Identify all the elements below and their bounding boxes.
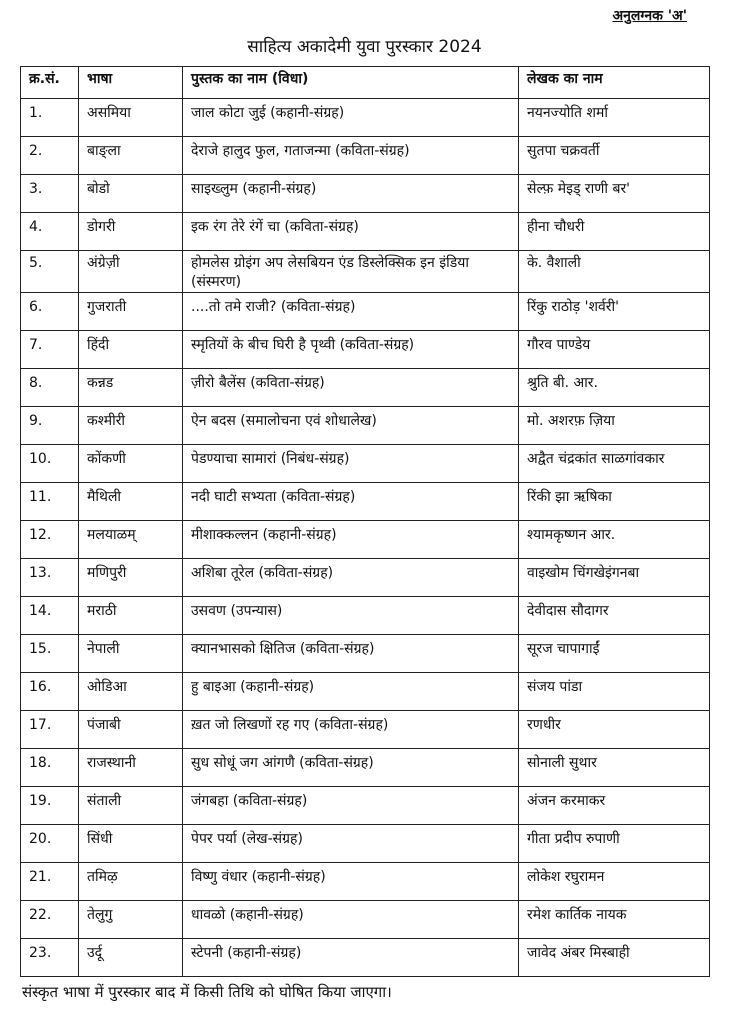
serial-number-cell: 22. — [21, 901, 79, 939]
serial-number-cell: 10. — [21, 445, 79, 483]
table-row — [21, 137, 710, 175]
language-cell: कश्मीरी — [79, 407, 183, 445]
serial-number-cell: 1. — [21, 99, 79, 137]
header-serial-number: क्र.सं. — [21, 67, 79, 99]
header-book-title: पुस्तक का नाम (विधा) — [183, 67, 519, 99]
language-cell: उर्दू — [79, 939, 183, 977]
language-cell: तमिऴ — [79, 863, 183, 901]
header-author-name: लेखक का नाम — [519, 67, 710, 99]
book-title-cell: उसवण (उपन्यास) — [183, 597, 519, 635]
table-row — [21, 749, 710, 787]
book-title-cell: सुध सोधूं जग आंगणै (कविता-संग्रह) — [183, 749, 519, 787]
book-title-cell: क्यानभासको क्षितिज (कविता-संग्रह) — [183, 635, 519, 673]
book-title-cell: होमलेस ग्रोइंग अप लेसबियन एंड डिस्लेक्सिक इन इंडिया (संस्मरण) — [183, 251, 519, 293]
table-row — [21, 711, 710, 749]
book-title-cell: ऐन बदस (समालोचना एवं शोधालेख) — [183, 407, 519, 445]
language-cell: मणिपुरी — [79, 559, 183, 597]
book-title-cell: नदी घाटी सभ्यता (कविता-संग्रह) — [183, 483, 519, 521]
author-name-cell: जावेद अंबर मिस्बाही — [519, 939, 710, 977]
author-name-cell: रणधीर — [519, 711, 710, 749]
language-cell: असमिया — [79, 99, 183, 137]
language-cell: ओडिआ — [79, 673, 183, 711]
serial-number-cell: 3. — [21, 175, 79, 213]
book-title-cell: ज़ीरो बैलेंस (कविता-संग्रह) — [183, 369, 519, 407]
table-row — [21, 369, 710, 407]
author-name-cell: अंजन करमाकर — [519, 787, 710, 825]
table-row — [21, 483, 710, 521]
serial-number-cell: 8. — [21, 369, 79, 407]
document-title: साहित्य अकादेमी युवा पुरस्कार 2024 — [247, 37, 482, 57]
footnote: संस्कृत भाषा में पुरस्कार बाद में किसी तिथि को घोषित किया जाएगा। — [22, 983, 392, 1001]
author-name-cell: हीना चौधरी — [519, 213, 710, 251]
serial-number-cell: 16. — [21, 673, 79, 711]
book-title-cell: स्टेपनी (कहानी-संग्रह) — [183, 939, 519, 977]
book-title-cell: अशिबा तूरेल (कविता-संग्रह) — [183, 559, 519, 597]
table-row — [21, 521, 710, 559]
award-table — [20, 66, 710, 977]
author-name-cell: रिंकी झा ऋषिका — [519, 483, 710, 521]
book-title-cell: पेडण्याचा सामारां (निबंध-संग्रह) — [183, 445, 519, 483]
language-cell: सिंधी — [79, 825, 183, 863]
language-cell: संताली — [79, 787, 183, 825]
book-title-cell: जाल कोटा जुई (कहानी-संग्रह) — [183, 99, 519, 137]
author-name-cell: गीता प्रदीप रुपाणी — [519, 825, 710, 863]
book-title-cell: मीशाक्कल्लन (कहानी-संग्रह) — [183, 521, 519, 559]
language-cell: पंजाबी — [79, 711, 183, 749]
serial-number-cell: 6. — [21, 293, 79, 331]
table-row — [21, 559, 710, 597]
serial-number-cell: 15. — [21, 635, 79, 673]
author-name-cell: रिंकु राठोड़ 'शर्वरी' — [519, 293, 710, 331]
serial-number-cell: 19. — [21, 787, 79, 825]
language-cell: नेपाली — [79, 635, 183, 673]
book-title-cell: स्मृतियों के बीच घिरी है पृथ्वी (कविता-संग्रह) — [183, 331, 519, 369]
book-title-cell: जंगबहा (कविता-संग्रह) — [183, 787, 519, 825]
table-row — [21, 175, 710, 213]
language-cell: मैथिली — [79, 483, 183, 521]
table-row — [21, 331, 710, 369]
table-row — [21, 901, 710, 939]
author-name-cell: सूरज चापागाईं — [519, 635, 710, 673]
table-row — [21, 99, 710, 137]
book-title-cell: साइख्लुम (कहानी-संग्रह) — [183, 175, 519, 213]
table-row — [21, 251, 710, 293]
language-cell: अंग्रेज़ी — [79, 251, 183, 293]
author-name-cell: देवीदास सौदागर — [519, 597, 710, 635]
serial-number-cell: 5. — [21, 251, 79, 293]
annexure-label: अनुलग्नक 'अ' — [612, 8, 687, 24]
table-row — [21, 787, 710, 825]
serial-number-cell: 14. — [21, 597, 79, 635]
book-title-cell: देराजे हालुद फुल, गताजन्मा (कविता-संग्रह) — [183, 137, 519, 175]
table-row — [21, 213, 710, 251]
language-cell: कन्नड — [79, 369, 183, 407]
book-title-cell: हु बाइआ (कहानी-संग्रह) — [183, 673, 519, 711]
language-cell: बोडो — [79, 175, 183, 213]
serial-number-cell: 7. — [21, 331, 79, 369]
award-rows — [21, 99, 710, 977]
author-name-cell: के. वैशाली — [519, 251, 710, 293]
serial-number-cell: 21. — [21, 863, 79, 901]
author-name-cell: श्यामकृष्णन आर. — [519, 521, 710, 559]
author-name-cell: वाइखोम चिंगखेइंगनबा — [519, 559, 710, 597]
author-name-cell: सेल्फ़ मेइड् राणी बर' — [519, 175, 710, 213]
author-name-cell: संजय पांडा — [519, 673, 710, 711]
language-cell: तेलुगु — [79, 901, 183, 939]
author-name-cell: लोकेश रघुरामन — [519, 863, 710, 901]
serial-number-cell: 13. — [21, 559, 79, 597]
table-row — [21, 863, 710, 901]
author-name-cell: गौरव पाण्डेय — [519, 331, 710, 369]
book-title-cell: विष्णु वंधार (कहानी-संग्रह) — [183, 863, 519, 901]
book-title-cell: धावळो (कहानी-संग्रह) — [183, 901, 519, 939]
language-cell: मराठी — [79, 597, 183, 635]
table-row — [21, 635, 710, 673]
language-cell: हिंदी — [79, 331, 183, 369]
author-name-cell: अद्वैत चंद्रकांत साळगांवकार — [519, 445, 710, 483]
author-name-cell: मो. अशरफ़ ज़िया — [519, 407, 710, 445]
serial-number-cell: 23. — [21, 939, 79, 977]
table-row — [21, 597, 710, 635]
table-row — [21, 445, 710, 483]
serial-number-cell: 20. — [21, 825, 79, 863]
author-name-cell: सोनाली सुथार — [519, 749, 710, 787]
table-row — [21, 293, 710, 331]
table-header-row — [21, 67, 710, 99]
table-row — [21, 407, 710, 445]
table-row — [21, 939, 710, 977]
author-name-cell: श्रुति बी. आर. — [519, 369, 710, 407]
book-title-cell: पेपर पर्या (लेख-संग्रह) — [183, 825, 519, 863]
language-cell: राजस्थानी — [79, 749, 183, 787]
serial-number-cell: 4. — [21, 213, 79, 251]
language-cell: गुजराती — [79, 293, 183, 331]
book-title-cell: इक रंग तेरे रंगें चा (कविता-संग्रह) — [183, 213, 519, 251]
language-cell: मलयाळम् — [79, 521, 183, 559]
author-name-cell: रमेश कार्तिक नायक — [519, 901, 710, 939]
author-name-cell: सुतपा चक्रवर्ती — [519, 137, 710, 175]
serial-number-cell: 9. — [21, 407, 79, 445]
language-cell: डोगरी — [79, 213, 183, 251]
book-title-cell: ख़त जो लिखणों रह गए (कविता-संग्रह) — [183, 711, 519, 749]
serial-number-cell: 2. — [21, 137, 79, 175]
author-name-cell: नयनज्योति शर्मा — [519, 99, 710, 137]
table-row — [21, 825, 710, 863]
language-cell: बाङ्ला — [79, 137, 183, 175]
serial-number-cell: 18. — [21, 749, 79, 787]
language-cell: कोंकणी — [79, 445, 183, 483]
book-title-cell: ....तो तमे राजी? (कविता-संग्रह) — [183, 293, 519, 331]
serial-number-cell: 17. — [21, 711, 79, 749]
serial-number-cell: 12. — [21, 521, 79, 559]
serial-number-cell: 11. — [21, 483, 79, 521]
table-row — [21, 673, 710, 711]
header-language: भाषा — [79, 67, 183, 99]
